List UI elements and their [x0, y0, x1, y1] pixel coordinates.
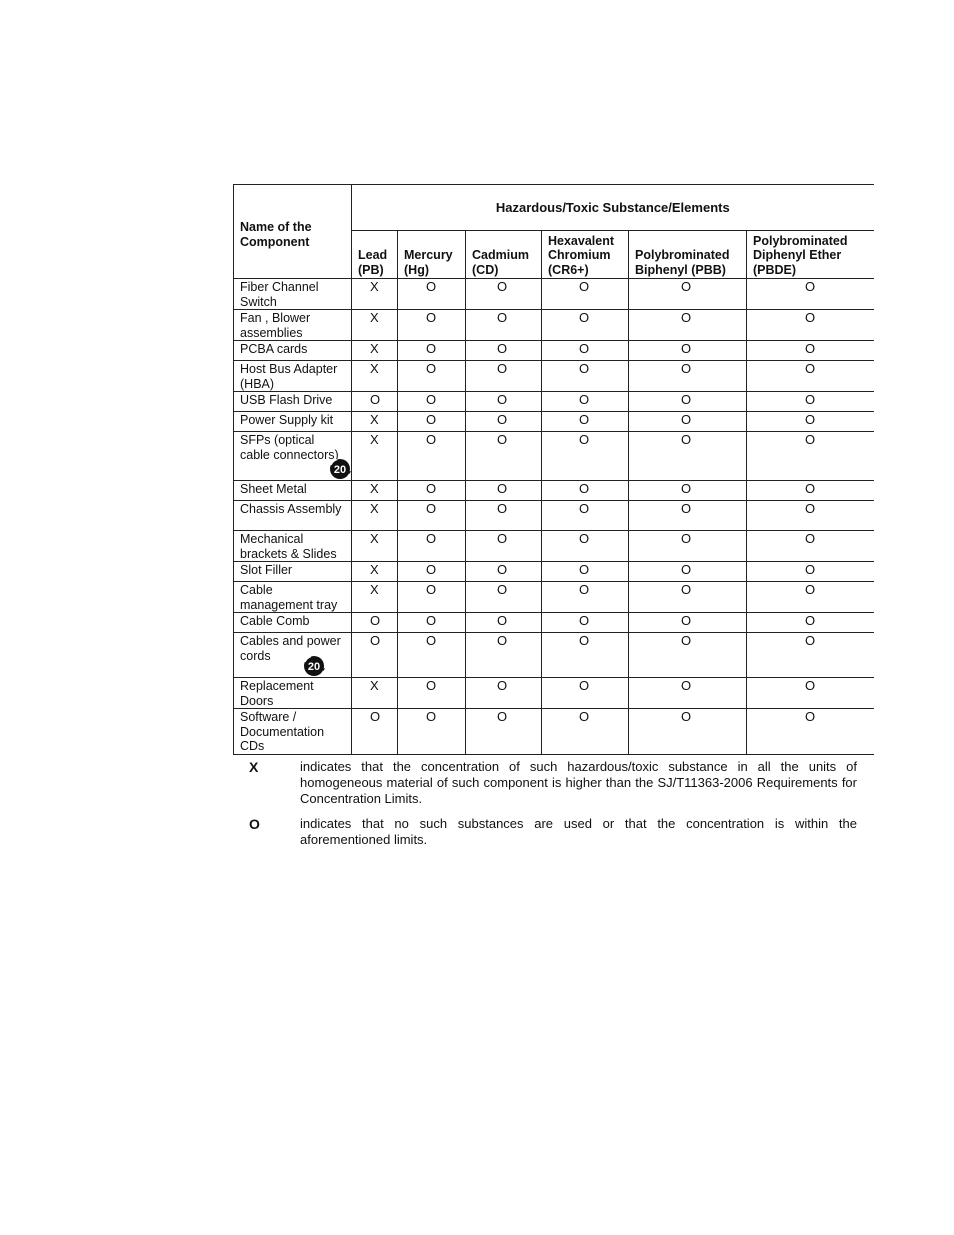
- substance-mark-cell: O: [629, 531, 747, 562]
- substance-mark-cell: O: [747, 582, 874, 613]
- substance-mark-cell: O: [542, 310, 629, 341]
- substance-mark-cell: X: [352, 481, 398, 501]
- table-row: [234, 562, 874, 582]
- substance-mark-cell: O: [398, 582, 466, 613]
- substance-mark-cell: O: [398, 310, 466, 341]
- substance-mark-cell: X: [352, 531, 398, 562]
- rohs-substance-table-container: [233, 184, 873, 755]
- table-row: [234, 341, 874, 361]
- substance-mark-cell: O: [398, 341, 466, 361]
- component-name: Cables and power cords: [240, 634, 341, 663]
- substance-mark-cell: O: [542, 501, 629, 531]
- substance-mark-cell: O: [398, 412, 466, 432]
- substance-mark-cell: O: [466, 709, 542, 755]
- substance-mark-cell: O: [629, 633, 747, 678]
- substance-mark-cell: O: [629, 432, 747, 481]
- substance-mark-cell: O: [747, 310, 874, 341]
- substance-mark-cell: O: [747, 432, 874, 481]
- substance-mark-cell: O: [542, 678, 629, 709]
- substance-mark-cell: O: [398, 531, 466, 562]
- substance-mark-cell: O: [542, 361, 629, 392]
- component-name-cell: [234, 562, 352, 582]
- component-name-cell: [234, 361, 352, 392]
- substance-mark-cell: O: [747, 709, 874, 755]
- component-name: Sheet Metal: [240, 482, 307, 496]
- substance-mark-cell: O: [352, 613, 398, 633]
- table-row: [234, 310, 874, 341]
- legend-o: [249, 816, 857, 852]
- substance-mark-cell: X: [352, 501, 398, 531]
- substance-mark-cell: O: [542, 531, 629, 562]
- substance-mark-cell: O: [352, 709, 398, 755]
- component-name: Mechanical brackets & Slides: [240, 532, 337, 561]
- substance-mark-cell: X: [352, 341, 398, 361]
- substance-mark-cell: X: [352, 310, 398, 341]
- substance-mark-cell: O: [747, 341, 874, 361]
- substance-mark-cell: O: [629, 678, 747, 709]
- substance-mark-cell: X: [352, 279, 398, 310]
- component-name-cell: [234, 432, 352, 481]
- substance-mark-cell: O: [542, 633, 629, 678]
- substance-mark-cell: O: [747, 562, 874, 582]
- substance-mark-cell: O: [398, 613, 466, 633]
- substance-mark-cell: O: [466, 279, 542, 310]
- legend-x: [249, 759, 857, 811]
- table-row: [234, 678, 874, 709]
- component-name-cell: [234, 412, 352, 432]
- substance-mark-cell: O: [398, 392, 466, 412]
- substance-mark-cell: O: [629, 392, 747, 412]
- table-row: [234, 412, 874, 432]
- component-name-cell: [234, 582, 352, 613]
- substance-mark-cell: O: [542, 562, 629, 582]
- component-name-cell: [234, 481, 352, 501]
- substance-mark-cell: O: [542, 582, 629, 613]
- component-name-cell: [234, 310, 352, 341]
- substance-mark-cell: O: [352, 392, 398, 412]
- substance-mark-cell: O: [629, 709, 747, 755]
- substance-mark-cell: O: [466, 613, 542, 633]
- legend-o-text: indicates that no such substances are used or that the concentration is within the aforementioned limits.: [300, 816, 857, 847]
- rohs-substance-table: [233, 184, 874, 755]
- substance-mark-cell: O: [629, 562, 747, 582]
- substance-mark-cell: X: [352, 432, 398, 481]
- substance-mark-cell: O: [542, 392, 629, 412]
- table-body: [234, 279, 874, 755]
- substance-mark-cell: O: [747, 613, 874, 633]
- table-row: [234, 432, 874, 481]
- substance-mark-cell: O: [466, 392, 542, 412]
- component-name: Software / Documentation CDs: [240, 710, 325, 753]
- substance-mark-cell: O: [466, 361, 542, 392]
- substance-mark-cell: O: [629, 613, 747, 633]
- component-name: Cable Comb: [240, 614, 310, 628]
- substance-mark-cell: O: [542, 481, 629, 501]
- table-row: [234, 633, 874, 678]
- substance-mark-cell: O: [747, 279, 874, 310]
- substance-mark-cell: O: [466, 501, 542, 531]
- substance-column-header: Hexavalent Chromium (CR6+): [542, 231, 629, 279]
- substance-mark-cell: X: [352, 361, 398, 392]
- table-row: [234, 279, 874, 310]
- substance-mark-cell: O: [466, 412, 542, 432]
- substance-mark-cell: O: [398, 678, 466, 709]
- substance-mark-cell: O: [466, 341, 542, 361]
- substance-mark-cell: O: [542, 279, 629, 310]
- component-name: Chassis Assembly: [240, 502, 342, 516]
- component-name: Cable management tray: [240, 583, 338, 612]
- component-name-cell: [234, 613, 352, 633]
- component-name-cell: [234, 678, 352, 709]
- table-row: [234, 392, 874, 412]
- component-name: PCBA cards: [240, 342, 308, 356]
- legend-x-text: indicates that the concentration of such hazardous/toxic substance in all the units of homogeneous material of such component is higher than the SJ/T11363-2006 Requirements for Concentration Limits.: [300, 759, 857, 806]
- substance-mark-cell: O: [398, 432, 466, 481]
- substance-mark-cell: O: [398, 562, 466, 582]
- substance-mark-cell: O: [466, 481, 542, 501]
- substance-mark-cell: O: [398, 633, 466, 678]
- substance-mark-cell: X: [352, 412, 398, 432]
- substance-mark-cell: O: [466, 432, 542, 481]
- component-name: SFPs (optical cable connectors): [240, 433, 339, 462]
- component-name: Fan , Blower assemblies: [240, 311, 311, 340]
- component-name: Host Bus Adapter (HBA): [240, 362, 338, 391]
- component-name: Replacement Doors: [240, 679, 314, 708]
- substance-mark-cell: O: [629, 412, 747, 432]
- component-name: Power Supply kit: [240, 413, 334, 427]
- table-row: [234, 582, 874, 613]
- substance-mark-cell: O: [629, 582, 747, 613]
- legend-x-symbol: X: [249, 759, 259, 775]
- epup-20-icon: [302, 654, 326, 678]
- component-name-header: Name of the Component: [234, 185, 352, 279]
- component-name-cell: [234, 709, 352, 755]
- substance-column-header: Polybrominated Biphenyl (PBB): [629, 231, 747, 279]
- substance-mark-cell: O: [466, 678, 542, 709]
- component-name-cell: [234, 501, 352, 531]
- component-name-cell: [234, 531, 352, 562]
- substance-column-header: Polybrominated Diphenyl Ether (PBDE): [747, 231, 874, 279]
- component-name: Slot Filler: [240, 563, 293, 577]
- substance-mark-cell: O: [466, 310, 542, 341]
- substance-group-header: Hazardous/Toxic Substance/Elements: [352, 185, 874, 231]
- substance-mark-cell: O: [466, 562, 542, 582]
- epup-20-icon: [328, 457, 352, 481]
- table-row: [234, 613, 874, 633]
- substance-mark-cell: O: [747, 633, 874, 678]
- substance-mark-cell: O: [398, 501, 466, 531]
- substance-mark-cell: O: [352, 633, 398, 678]
- substance-mark-cell: O: [398, 279, 466, 310]
- substance-mark-cell: O: [747, 501, 874, 531]
- component-name-cell: [234, 279, 352, 310]
- table-row: [234, 709, 874, 755]
- table-row: [234, 531, 874, 562]
- substance-mark-cell: O: [542, 432, 629, 481]
- epup-label: 20: [307, 661, 321, 673]
- substance-mark-cell: O: [747, 678, 874, 709]
- substance-mark-cell: O: [398, 361, 466, 392]
- table-row: [234, 481, 874, 501]
- substance-mark-cell: O: [629, 310, 747, 341]
- substance-mark-cell: O: [398, 481, 466, 501]
- substance-mark-cell: O: [466, 531, 542, 562]
- substance-mark-cell: O: [542, 341, 629, 361]
- substance-column-header: Mercury (Hg): [398, 231, 466, 279]
- substance-mark-cell: O: [466, 633, 542, 678]
- substance-mark-cell: O: [629, 341, 747, 361]
- epup-label: 20: [333, 464, 347, 476]
- substance-mark-cell: X: [352, 678, 398, 709]
- substance-mark-cell: X: [352, 582, 398, 613]
- substance-mark-cell: O: [542, 412, 629, 432]
- substance-mark-cell: O: [466, 582, 542, 613]
- component-name: USB Flash Drive: [240, 393, 333, 407]
- substance-column-header: Cadmium (CD): [466, 231, 542, 279]
- table-row: [234, 501, 874, 531]
- component-name-cell: [234, 392, 352, 412]
- substance-mark-cell: O: [542, 613, 629, 633]
- substance-mark-cell: X: [352, 562, 398, 582]
- legend-o-symbol: O: [249, 816, 260, 832]
- table-row: [234, 361, 874, 392]
- substance-mark-cell: O: [747, 361, 874, 392]
- substance-mark-cell: O: [629, 501, 747, 531]
- substance-column-header: Lead (PB): [352, 231, 398, 279]
- substance-mark-cell: O: [747, 392, 874, 412]
- substance-mark-cell: O: [629, 279, 747, 310]
- substance-mark-cell: O: [747, 531, 874, 562]
- substance-mark-cell: O: [747, 412, 874, 432]
- substance-mark-cell: O: [629, 481, 747, 501]
- substance-mark-cell: O: [747, 481, 874, 501]
- component-name-cell: [234, 633, 352, 678]
- substance-mark-cell: O: [542, 709, 629, 755]
- component-name: Fiber Channel Switch: [240, 280, 319, 309]
- substance-mark-cell: O: [629, 361, 747, 392]
- substance-mark-cell: O: [398, 709, 466, 755]
- component-name-cell: [234, 341, 352, 361]
